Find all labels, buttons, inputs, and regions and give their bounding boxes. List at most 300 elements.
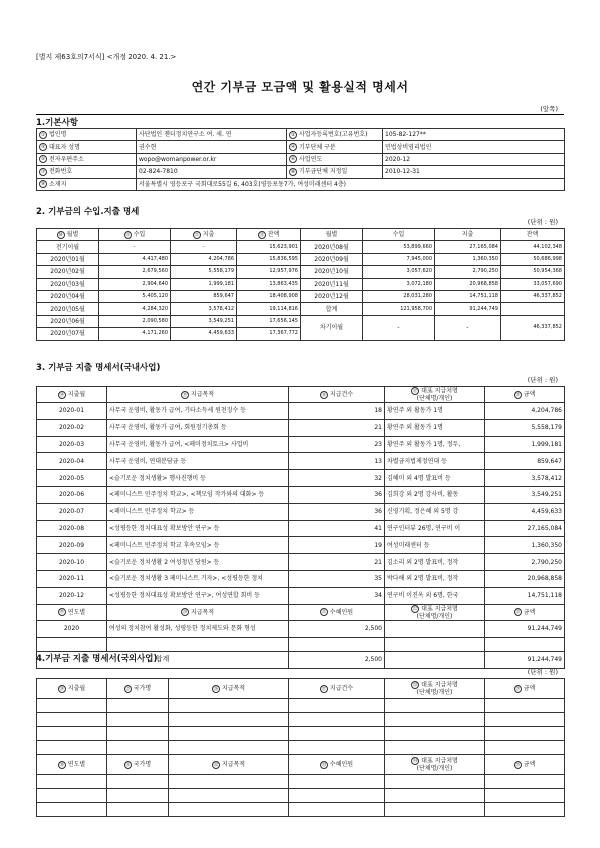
info-value-text: 민법상비영리법인 <box>385 143 432 151</box>
expense-row <box>37 554 565 571</box>
col-income2 <box>363 229 435 241</box>
item-number: ㉛ <box>125 762 131 768</box>
expense-payee-text: 황연주 외 활동가 1명, 정두, <box>387 440 461 448</box>
item-number: ③ <box>40 145 46 151</box>
expense-purpose <box>107 470 289 487</box>
expense-amount-text: 5,558,179 <box>531 424 562 432</box>
income-cell <box>99 303 171 315</box>
col-amount <box>485 604 565 620</box>
expense-cell-text: 27,165,084 <box>469 243 498 250</box>
balance-cell-text: 33,057,690 <box>533 280 562 287</box>
item-number: ㉙ <box>515 686 520 692</box>
expense-row <box>37 453 565 470</box>
blank-cell <box>169 713 289 727</box>
item-number: ㉒ <box>412 606 418 612</box>
expense-month-text: 2020-02 <box>58 424 85 432</box>
col-purpose <box>169 755 289 775</box>
income-cell-text: 53,899,660 <box>403 243 432 250</box>
info-row <box>37 129 565 141</box>
total-amount <box>485 651 565 668</box>
balance-cell-text: 50,954,368 <box>533 268 562 275</box>
expense-count-text: 21 <box>374 558 382 566</box>
expense-purpose-text: <페미니스트 민주정치 학교 후속모임> 등 <box>109 541 220 549</box>
expense-count <box>289 403 385 420</box>
balance-cell <box>501 253 565 265</box>
total-balance <box>501 303 565 315</box>
expense-amount <box>485 436 565 453</box>
info-label-text: 대표자 성명 <box>49 143 80 151</box>
carry-label <box>301 315 363 340</box>
expense-amount <box>485 503 565 520</box>
col-recipients <box>289 604 385 620</box>
item-number: ㉚ <box>59 762 65 768</box>
blank-cell <box>289 637 385 651</box>
expense-amount <box>485 537 565 554</box>
col-amount <box>485 679 565 699</box>
year-amount <box>485 620 565 637</box>
info-value <box>383 141 565 153</box>
expense-purpose-text: <성평등한 정치대표성 확보방안 연구> 등 <box>109 524 220 532</box>
balance-cell-text: 19,114,816 <box>269 305 298 312</box>
blank-cell <box>385 727 485 741</box>
expense-row <box>37 587 565 604</box>
expense-purpose <box>107 403 289 420</box>
item-number: ㉞ <box>412 759 418 764</box>
blank-cell <box>37 637 107 651</box>
col-year-text: 연도별 <box>67 608 86 616</box>
col-expense-month <box>37 387 107 403</box>
balance-cell <box>237 290 301 302</box>
blank-cell <box>485 803 565 817</box>
item-number: ④ <box>290 145 296 151</box>
col-payee <box>385 755 485 775</box>
total-label <box>301 303 363 315</box>
document-title: 연간 기부금 모금액 및 활용실적 명세서 <box>191 80 409 94</box>
expense-payee-text: 신영기획, 정은혜 외 5명 강 <box>387 508 459 516</box>
expense-count <box>289 470 385 487</box>
col-purpose-text: 지급목적 <box>190 391 215 398</box>
blank-cell <box>107 727 169 741</box>
col-payee-text: 대표 지급처명 <box>421 387 458 395</box>
expense-purpose-text: <슬기로운 정치생활> 행사진행비 등 <box>109 474 206 482</box>
blank-cell <box>107 699 169 713</box>
col-payee <box>385 604 485 620</box>
month-cell-text: 2020년09월 <box>314 255 349 263</box>
income-cell <box>363 290 435 302</box>
month-cell-text: 2020년04월 <box>50 293 85 301</box>
item-number: ① <box>40 132 46 138</box>
income-cell <box>99 290 171 302</box>
expense-payee <box>385 436 485 453</box>
info-label <box>37 153 137 165</box>
expense-cell-text: 20,968,858 <box>469 280 498 287</box>
expense-row <box>37 403 565 420</box>
info-value-text: 2020-12 <box>385 155 411 163</box>
item-number: ㉓ <box>515 610 520 616</box>
expense-amount <box>485 486 565 503</box>
item-number: ⑯ <box>321 392 327 398</box>
expense-count-text: 23 <box>374 440 382 448</box>
info-value <box>137 166 287 178</box>
balance-cell-text: 17,367,772 <box>269 330 298 337</box>
blank-cell <box>37 789 107 803</box>
balance-cell <box>237 278 301 290</box>
month-cell <box>301 266 363 278</box>
item-number: ⑰ <box>412 389 418 394</box>
expense-month <box>37 537 107 554</box>
month-row <box>37 315 565 327</box>
form-number: [별지 제63호의7서식] <개정 2020. 4. 21.> <box>36 53 177 61</box>
expense-count-text: 36 <box>374 508 382 516</box>
expense-purpose-text: 사무국 운영비, 활동가 급여, 기타소득세 원천징수 등 <box>109 407 246 415</box>
address-row <box>37 178 565 190</box>
col-income2-text: 수입 <box>392 231 405 239</box>
carry-income-text: - <box>397 324 400 332</box>
expense-amount <box>485 520 565 537</box>
info-label-text: 기부단체 구분 <box>299 143 336 151</box>
blank-cell <box>169 789 289 803</box>
expense-payee <box>385 520 485 537</box>
balance-cell <box>237 315 301 327</box>
expense-month <box>37 520 107 537</box>
income-cell-text: 28,031,280 <box>403 293 432 300</box>
info-label <box>287 166 383 178</box>
balance-cell <box>501 241 565 253</box>
expense-amount-text: 3,549,251 <box>531 491 562 499</box>
blank-cell <box>485 637 565 651</box>
month-cell-text: 2020년07월 <box>50 330 85 338</box>
info-label <box>287 153 383 165</box>
expense-purpose-text: <페미니스트 민주정치 학교> 등 <box>109 508 195 516</box>
info-label-text: 전자우편주소 <box>49 155 84 163</box>
month-cell-text: 2020년06월 <box>50 317 85 325</box>
col-country <box>107 755 169 775</box>
month-row <box>37 253 565 265</box>
balance-cell-text: 18,408,908 <box>269 293 298 300</box>
expense-cell <box>435 241 501 253</box>
expense-payee <box>385 470 485 487</box>
income-cell <box>99 266 171 278</box>
year-purpose <box>107 620 289 637</box>
info-value <box>383 153 565 165</box>
income-cell <box>363 241 435 253</box>
carry-balance <box>501 315 565 340</box>
info-value <box>137 153 287 165</box>
col-amount <box>485 387 565 403</box>
expense-month-text: 2020-11 <box>58 575 85 583</box>
total-payee <box>385 651 485 668</box>
month-cell <box>301 241 363 253</box>
expense-month-text: 2020-08 <box>58 524 85 532</box>
expense-amount <box>485 403 565 420</box>
item-number: ㉔ <box>59 686 65 692</box>
blank-cell <box>37 713 107 727</box>
expense-cell-text: 859,647 <box>213 293 234 300</box>
section3-unit: (단위 : 원) <box>527 376 558 384</box>
expense-cell-text: - <box>202 243 205 250</box>
income-cell <box>363 253 435 265</box>
carry-balance-text: 46,337,852 <box>533 324 562 331</box>
balance-cell <box>237 241 301 253</box>
info-value <box>137 141 287 153</box>
col-payee-text: 대표 지급처명 <box>421 757 458 765</box>
item-number: ⑬ <box>259 232 264 238</box>
col-year <box>37 755 107 775</box>
year-recipients-text: 2,500 <box>364 625 382 633</box>
income-cell-text: 7,945,000 <box>406 255 432 262</box>
item-number: ⑪ <box>125 232 130 238</box>
blank-cell <box>385 775 485 789</box>
income-cell-text: - <box>133 243 136 250</box>
info-label-text: 전화번호 <box>49 168 73 176</box>
month-cell-text: 2020년10월 <box>314 268 349 276</box>
expense-count <box>289 570 385 587</box>
expense-purpose-text: 사무국 운영비, 활동가 급여, <페미정치토크> 사업비 <box>109 440 249 448</box>
address-label <box>37 178 137 190</box>
year-payee <box>385 620 485 637</box>
expense-purpose <box>107 537 289 554</box>
expense-amount-text: 3,578,412 <box>531 474 562 482</box>
expense-purpose <box>107 503 289 520</box>
col-month <box>37 229 99 241</box>
section3-title: 3. 기부금 지출 명세서(국내사업) <box>36 363 161 373</box>
col-payee <box>385 679 485 699</box>
expense-cell <box>171 253 237 265</box>
expense-amount <box>485 554 565 571</box>
expense-count <box>289 537 385 554</box>
balance-cell <box>501 266 565 278</box>
month-cell <box>37 328 99 340</box>
blank-cell <box>107 789 169 803</box>
income-cell <box>99 278 171 290</box>
expense-cell-text: 14,751,118 <box>469 293 498 300</box>
expense-amount <box>485 470 565 487</box>
expense-purpose <box>107 419 289 436</box>
carry-label-text: 차기이월 <box>319 324 344 332</box>
blank-row <box>37 699 565 713</box>
income-cell <box>99 241 171 253</box>
expense-count-text: 41 <box>374 524 382 532</box>
blank-cell <box>169 775 289 789</box>
month-cell <box>301 253 363 265</box>
col-balance-text: 잔액 <box>267 231 280 239</box>
expense-count <box>289 520 385 537</box>
item-number: ⑨ <box>40 182 46 188</box>
header-row <box>37 229 565 241</box>
expense-month-text: 2020-03 <box>58 440 85 448</box>
col-count-text: 지급건수 <box>329 685 354 692</box>
balance-cell-text: 12,957,976 <box>269 268 298 275</box>
front-page-label: (앞쪽) <box>540 105 558 113</box>
expense-payee <box>385 503 485 520</box>
expense-payee-text: 차별금지법제정연대 등 <box>387 457 447 465</box>
blank-cell <box>169 803 289 817</box>
expense-payee <box>385 587 485 604</box>
col-amount-text: 금액 <box>523 608 536 616</box>
year-value-text: 2020 <box>63 625 80 633</box>
expense-cell <box>171 278 237 290</box>
income-cell-text: 4,284,320 <box>142 305 168 312</box>
blank-row <box>37 727 565 741</box>
month-cell <box>37 290 99 302</box>
expense-cell <box>171 241 237 253</box>
expense-count <box>289 503 385 520</box>
expense-count <box>289 419 385 436</box>
info-label <box>287 141 383 153</box>
expense-cell-text: 3,549,251 <box>208 317 234 324</box>
income-cell-text: 5,405,120 <box>142 293 168 300</box>
expense-cell-text: 5,558,179 <box>208 268 234 275</box>
info-row <box>37 153 565 165</box>
expense-count-text: 36 <box>374 491 382 499</box>
expense-payee <box>385 486 485 503</box>
expense-purpose-text: <페미니스트 민주정치 학교>, <책모임 작가와의 대화> 등 <box>109 491 265 499</box>
blank-cell <box>485 713 565 727</box>
expense-cell <box>435 266 501 278</box>
expense-count-text: 21 <box>374 424 382 432</box>
info-label <box>287 129 383 141</box>
blank-cell <box>107 637 289 651</box>
expense-cell <box>435 278 501 290</box>
item-number: ㉖ <box>213 686 219 692</box>
total-expense <box>435 303 501 315</box>
info-label <box>37 129 137 141</box>
info-value <box>383 166 565 178</box>
item-number: ⑲ <box>59 610 65 616</box>
expense-amount-text: 1,360,350 <box>531 541 562 549</box>
expense-cell-text: 2,790,250 <box>472 268 498 275</box>
income-cell <box>99 253 171 265</box>
expense-cell-text: 1,999,181 <box>208 280 234 287</box>
blank-row <box>37 637 565 651</box>
info-value-text: 02-824-7810 <box>139 168 178 176</box>
expense-payee-text: 박다해 외 2명 발표비, 정작 <box>387 575 459 583</box>
info-row <box>37 166 565 178</box>
expense-purpose <box>107 436 289 453</box>
blank-cell <box>169 741 289 755</box>
expense-count <box>289 587 385 604</box>
expense-cell <box>171 266 237 278</box>
income-cell-text: 2,090,580 <box>142 317 168 324</box>
year-recipients <box>289 620 385 637</box>
month-cell-text: 2020년05월 <box>50 305 85 313</box>
total-recipients-text: 2,500 <box>364 656 382 664</box>
item-number: ㉑ <box>321 610 327 616</box>
col-expense2-text: 지출 <box>461 231 474 239</box>
month-cell-text: 2020년03월 <box>50 280 85 288</box>
subheader-row <box>37 755 565 775</box>
expense-payee <box>385 570 485 587</box>
expense-cell-text: 1,360,350 <box>472 255 498 262</box>
item-number: ⑭ <box>59 392 65 398</box>
col-purpose-text: 지급목적 <box>190 608 215 616</box>
expense-month-text: 2020-12 <box>58 592 85 600</box>
col-balance <box>237 229 301 241</box>
blank-cell <box>385 713 485 727</box>
expense-payee <box>385 537 485 554</box>
income-cell <box>99 315 171 327</box>
income-cell-text: 3,072,180 <box>406 280 432 287</box>
blank-row <box>37 775 565 789</box>
month-row <box>37 278 565 290</box>
total-label-text: 합계 <box>155 655 170 664</box>
expense-month-text: 2020-05 <box>58 474 85 482</box>
item-number: ⑮ <box>182 392 188 398</box>
info-value-text: 2010-12-31 <box>385 168 420 176</box>
expense-month-text: 2020-09 <box>58 541 85 549</box>
total-expense-text: 91,244,749 <box>469 305 498 312</box>
blank-cell <box>169 699 289 713</box>
month-cell-text: 2020년01월 <box>50 255 85 263</box>
item-number: ㉘ <box>412 683 418 688</box>
info-row <box>37 141 565 153</box>
blank-row <box>37 789 565 803</box>
expense-purpose <box>107 554 289 571</box>
month-cell <box>37 278 99 290</box>
expense-amount-text: 4,459,633 <box>531 508 562 516</box>
item-number: ㉟ <box>515 762 520 768</box>
month-cell <box>301 290 363 302</box>
month-cell-text: 2020년02월 <box>50 268 85 276</box>
year-purpose-text: 여성의 정치참여 활성화, 성평등한 정치제도와 문화 형성 <box>109 625 256 633</box>
carry-expense-text: - <box>466 324 469 332</box>
expense-amount <box>485 419 565 436</box>
blank-cell <box>385 637 485 651</box>
total-recipients <box>289 651 385 668</box>
month-row <box>37 266 565 278</box>
section2-unit: (단위 : 원) <box>527 218 558 226</box>
info-label-text: 사업자등록번호(고유번호) <box>299 131 368 139</box>
carry-income <box>363 315 435 340</box>
year-amount-text: 91,244,749 <box>527 625 562 633</box>
expense-cell-text: 4,459,633 <box>208 330 234 337</box>
expense-purpose <box>107 453 289 470</box>
income-cell <box>363 278 435 290</box>
income-cell <box>99 328 171 340</box>
basic-info-table <box>36 128 565 191</box>
blank-cell <box>289 713 385 727</box>
col-balance2-text: 잔액 <box>526 231 539 239</box>
expense-month-text: 2020-04 <box>58 457 85 465</box>
blank-cell <box>485 775 565 789</box>
expense-row <box>37 486 565 503</box>
blank-row <box>37 713 565 727</box>
col-count <box>289 387 385 403</box>
expense-purpose-text: 사무국 운영비, 활동가 급여, 회원정기총회 등 <box>109 424 227 432</box>
col-expense <box>171 229 237 241</box>
info-value-text: 105-82-127** <box>385 131 426 139</box>
blank-cell <box>37 775 107 789</box>
info-value <box>137 129 287 141</box>
month-row <box>37 241 565 253</box>
expense-count <box>289 453 385 470</box>
address-value <box>137 178 565 190</box>
col-purpose <box>107 604 289 620</box>
expense-month <box>37 503 107 520</box>
expense-row <box>37 537 565 554</box>
expense-purpose <box>107 587 289 604</box>
expense-payee-text: 황연주 외 활동가 1명 <box>387 407 443 415</box>
info-value-text: 권수현 <box>139 143 157 151</box>
expense-cell <box>171 328 237 340</box>
col-payee-text2: (단체명/개인) <box>416 395 453 402</box>
col-income <box>99 229 171 241</box>
blank-cell <box>289 789 385 803</box>
item-number: ㉝ <box>321 762 327 768</box>
blank-cell <box>385 741 485 755</box>
expense-month <box>37 587 107 604</box>
expense-row <box>37 520 565 537</box>
